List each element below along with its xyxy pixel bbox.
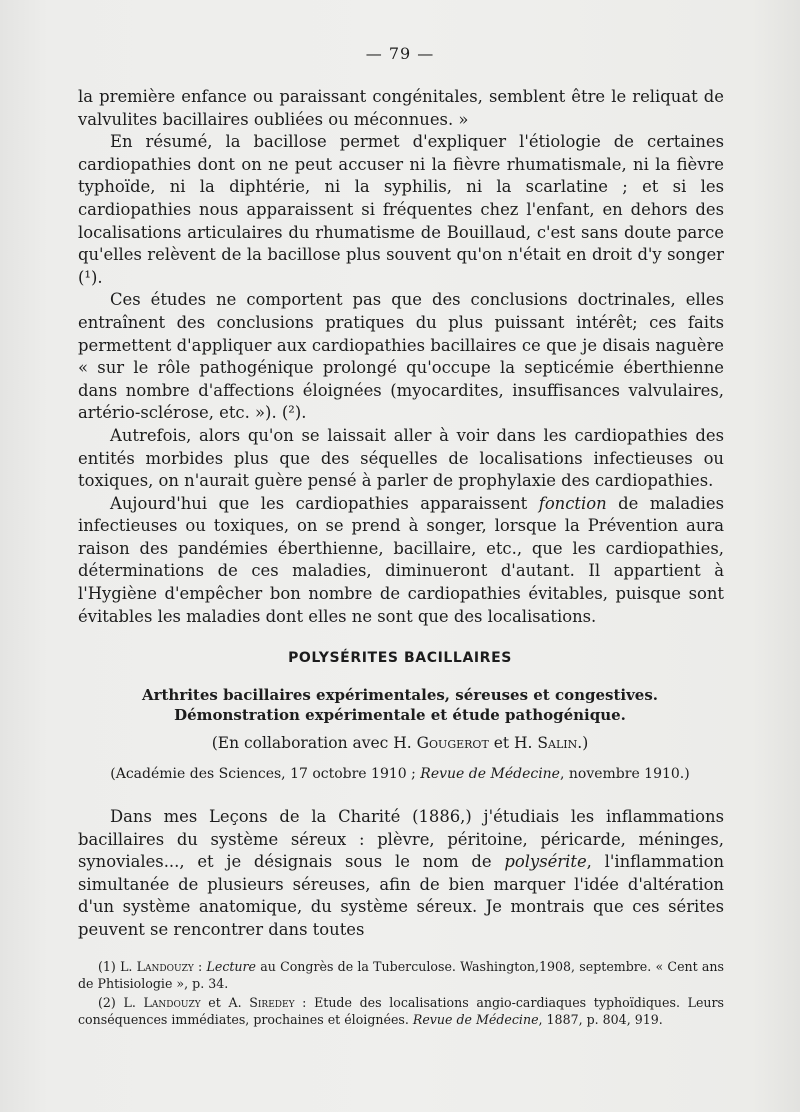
paragraph-3: Ces études ne comportent pas que des conclusions doctrinales, elles entraînent des conclusions pratiques du plus puissant intérêt; ces faits permettent d'appliquer aux cardiopathies bacillaires ce que je disais naguère « sur le rôle pathogénique prolongé qu'occupe la septicémie éberthienne dans nombre d'affections éloignées (myocardites, insuffisances valvulaires, artério-sclérose, etc. »). (²). — [78, 290, 724, 423]
paragraph-6 — [78, 806, 724, 942]
footnote-2-rest: : Etude des localisations angio-cardiaques typhoïdiques. Leurs conséquences immédiates, prochaines et éloignées. — [78, 995, 725, 1027]
paragraph-5-end: de maladies infectieuses ou toxiques, on se prend à songer, lorsque la Prévention aura raison des pandémies éberthienne, bacillaire, etc., que les cardiopathies, déterminations de ces maladies, diminueront d'autant. Il appartient à l'Hygiène d'empêcher bon nombre de cardiopathies évitables, puisque sont évitables les maladies dont elles ne sont que des localisations. — [78, 493, 724, 626]
collaboration-line — [0, 734, 800, 752]
paragraph-2: En résumé, la bacillose permet d'expliquer l'étiologie de certaines cardiopathies dont on ne peut accuser ni la fièvre rhumatismale, ni la fièvre typhoïde, ni la diphtérie, ni la syphilis, ni la scarlatine ; et si les cardiopathies nous apparaissent si fréquentes chez l'enfant, en dehors des localisations articulaires du rhumatisme de Bouillaud, c'est sans doute parce qu'elles relèvent de la bacillose plus souvent qu'on n'était en droit d'y songer (¹). — [78, 132, 724, 287]
footnote-2-author-1: Landouzy — [143, 995, 201, 1010]
section-title: POLYSÉRITES BACILLAIRES — [288, 650, 512, 666]
footnote-2 — [78, 994, 724, 1028]
page-number: — 79 — — [365, 44, 435, 63]
paragraph-5-italic: fonction — [538, 493, 607, 513]
section-body — [78, 806, 724, 942]
paragraph-1: la première enfance ou paraissant congénitales, semblent être le reliquat de valvulites bacillaires oubliées ou méconnues. » — [78, 87, 724, 129]
paragraph-5-start: Aujourd'hui que les cardiopathies apparaissent — [110, 493, 539, 513]
collaboration-suffix: .) — [577, 734, 589, 752]
collaborator-salin: Salin — [537, 734, 578, 752]
footnotes — [78, 958, 724, 1030]
footnote-1-author: Landouzy — [136, 959, 194, 974]
source-prefix: (Académie des Sciences, 17 octobre 1910 ; — [110, 766, 421, 782]
collaborator-gougerot: Gougerot — [416, 734, 489, 752]
footnote-1 — [78, 958, 724, 992]
subtitle-line-1: Arthrites bacillaires expérimentales, séreuses et congestives. — [141, 686, 659, 704]
source-line — [0, 766, 800, 782]
footnote-2-end: , 1887, p. 804, 919. — [538, 1012, 663, 1027]
paragraph-6-italic: polysérite — [504, 852, 587, 872]
footnote-2-author-2: Siredey — [249, 995, 295, 1010]
footnote-1-sep: : — [193, 959, 207, 974]
collaboration-prefix: (En collaboration avec H. — [211, 734, 417, 752]
collaboration-mid: et H. — [488, 734, 538, 752]
paragraph-4: Autrefois, alors qu'on se laissait aller à voir dans les cardiopathies des entités morbides plus que des séquelles de localisations infectieuses ou toxiques, on n'aurait guère pensé à parler de prophylaxie des cardiopathies. — [78, 425, 724, 491]
footnote-2-mid: et A. — [200, 995, 250, 1010]
source-journal: Revue de Médecine — [420, 766, 560, 782]
body-text — [78, 86, 724, 628]
footnote-2-journal: Revue de Médecine — [412, 1012, 539, 1027]
paragraph-5 — [78, 493, 724, 629]
paragraph-6-end: , l'inflammation simultanée de plusieurs séreuses, afin de bien marquer l'idée d'altération d'un système anatomique, du système séreux. Je montrais que ces sérites peuvent se rencontrer dans toutes — [78, 852, 724, 939]
footnote-1-italic: Lecture — [206, 959, 257, 974]
footnote-1-num: (1) L. — [98, 959, 137, 974]
footnote-2-num: (2) L. — [98, 995, 144, 1010]
subtitle-line-2: Démonstration expérimentale et étude pathogénique. — [174, 706, 626, 724]
paragraph-6-start: Dans mes Leçons de la Charité (1886,) j'étudiais les inflammations bacillaires du système séreux : plèvre, péritoine, péricarde, méninges, synoviales..., et je désignais sous le nom de — [78, 807, 724, 872]
source-suffix: , novembre 1910.) — [559, 766, 690, 782]
footnote-1-rest: au Congrès de la Tuberculose. Washington,1908, septembre. « Cent ans de Phtisiologie », p. 34. — [78, 959, 724, 991]
